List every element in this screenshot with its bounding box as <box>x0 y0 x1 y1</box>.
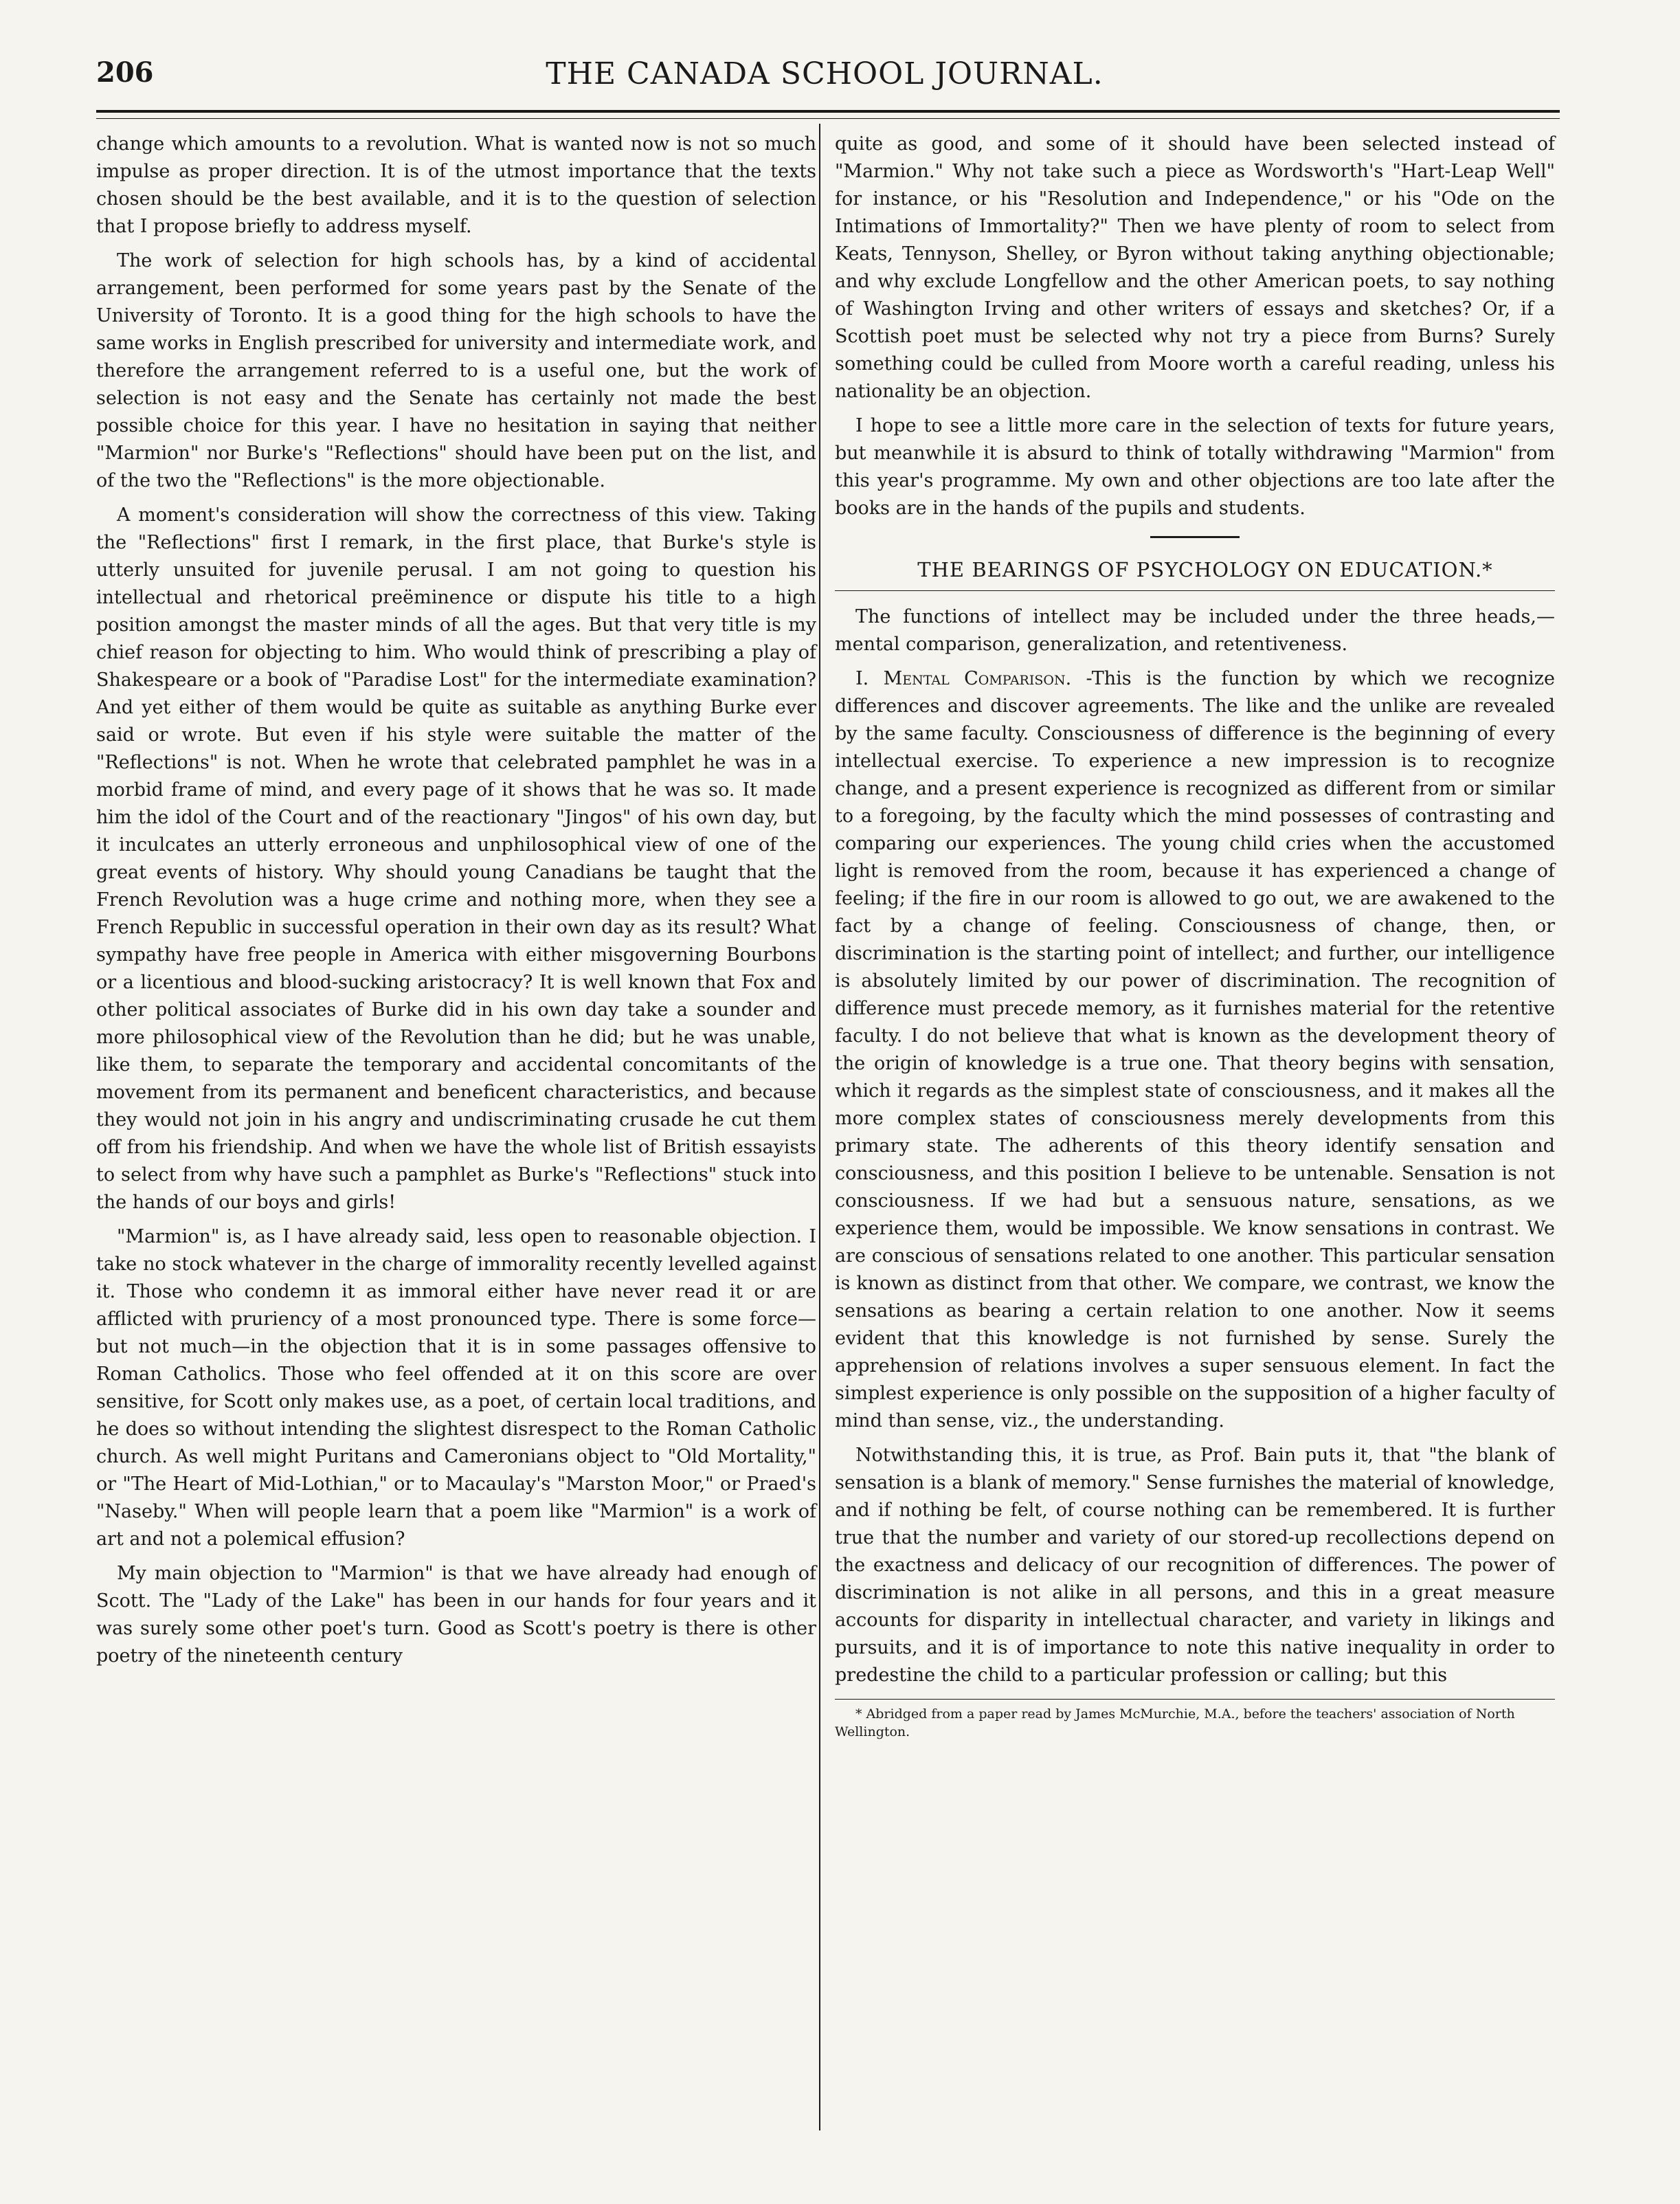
paragraph: "Marmion" is, as I have already said, less open to reasonable objection. I take no stock whatever in the charge of immorality recently levelled against it. Those who condemn it as immoral either have never read it or are afflicted with pruriency of a most pronounced type. There is some force—but not much—in the objection that it is in some passages offensive to Roman Catholics. Those who feel offended at it on this score are over sensitive, for Scott only makes use, as a poet, of certain local traditions, and he does so without intending the slightest disrespect to the Roman Catholic church. As well might Puritans and Cameronians object to "Old Mortality," or "The Heart of Mid-Lothian," or to Macaulay's "Marston Moor," or Praed's "Naseby." When will people learn that a poem like "Marmion" is a work of art and not a polemical effusion? <box>96 1226 816 1550</box>
column-divider <box>819 124 820 2130</box>
subsection-text: -This is the function by which we recognize differences and discover agreements. The like and the unlike are revealed by the same faculty. Consciousness of difference is the beginning of every intellectual exercise. To experience a new impression is to recognize change, and a present experience is recognized as different from or similar to a foregoing, by the faculty which the mind possesses of contrasting and comparing our experiences. The young child cries when the accustomed light is removed from the room, because it has experienced a change of feeling; if the fire in our room is allowed to go out, we are awakened to the fact by a change of feeling. Consciousness of change, then, or discrimination is the starting point of intellect; and further, our intelligence is absolutely limited by our power of discrimination. The recognition of difference must precede memory, as it furnishes material for the retentive faculty. I do not believe that what is known as the development theory of the origin of knowledge is a true one. That theory begins with sensation, which it regards as the simplest state of consciousness, and it makes all the more complex states of consciousness merely developments from this primary state. The adherents of this theory identify sensation and consciousness, and this position I believe to be untenable. Sensation is not consciousness. If we had but a sensuous nature, sensations, as we experience them, would be impossible. We know sensations in contrast. We are conscious of sensations related to one another. This particular sensation is known as distinct from that other. We compare, we contrast, we know the sensations as bearing a certain relation to one another. Now it seems evident that this knowledge is not furnished by sense. Surely the apprehension of relations involves a super sensuous element. In fact the simplest experience is only possible on the supposition of a higher faculty of mind than sense, viz., the understanding. <box>835 668 1555 1432</box>
paragraph: change which amounts to a revolution. What is wanted now is not so much impulse as proper direction. It is of the utmost importance that the texts chosen should be the best available, and it is to the question of selection that I propose briefly to address myself. <box>96 133 816 237</box>
footnote: * Abridged from a paper read by James McMurchie, M.A., before the teachers' association of North Wellington. <box>835 1706 1515 1739</box>
paragraph: The work of selection for high schools has, by a kind of accidental arrangement, been performed for some years past by the Senate of the University of Toronto. It is a good thing for the high schools to have the same works in English prescribed for university and intermediate work, and therefore the arrangement referred to is a useful one, but the work of selection is not easy and the Senate has certainly not made the best possible choice for this year. I have no hesitation in saying that neither "Marmion" nor Burke's "Reflections" should have been put on the list, and of the two the "Reflections" is the more objectionable. <box>96 250 816 491</box>
header-rule <box>96 110 1560 113</box>
right-column <box>835 131 1555 1748</box>
journal-title: THE CANADA SCHOOL JOURNAL. <box>546 56 1104 91</box>
paragraph: A moment's consideration will show the correctness of this view. Taking the "Reflections" first I remark, in the first place, that Burke's style is utterly unsuited for juvenile perusal. I am not going to question his intellectual and rhetorical preëminence or dispute his title to a high position amongst the master minds of all the ages. But that very title is my chief reason for objecting to him. Who would think of prescribing a play of Shakespeare or a book of "Paradise Lost" for the intermediate examination? And yet either of them would be quite as suitable as anything Burke ever said or wrote. But even if his style were suitable the matter of the "Reflections" is not. When he wrote that celebrated pamphlet he was in a morbid frame of mind, and every page of it shows that he was so. It made him the idol of the Court and of the reactionary "Jingos" of his own day, but it inculcates an utterly erroneous and unphilosophical view of one of the great events of history. Why should young Canadians be taught that the French Revolution was a huge crime and nothing more, when they see a French Republic in successful operation in their own day as its result? What sympathy have free people in America with either misgoverning Bourbons or a licentious and blood-sucking aristocracy? It is well known that Fox and other political associates of Burke did in his own day take a sounder and more philosophical view of the Revolution than he did; but he was unable, like them, to separate the temporary and accidental concomitants of the movement from its permanent and beneficent characteristics, and because they would not join in his angry and undiscriminating crusade he cut them off from his friendship. And when we have the whole list of British essayists to select from why have such a pamphlet as Burke's "Reflections" stuck into the hands of our boys and girls! <box>96 504 816 1213</box>
header-rule-thin <box>96 118 1560 119</box>
section-heading: THE BEARINGS OF PSYCHOLOGY ON EDUCATION.* <box>917 558 1493 581</box>
subsection-paragraph <box>835 665 1555 1435</box>
page-number: 206 <box>96 56 154 89</box>
paragraph: Notwithstanding this, it is true, as Prof. Bain puts it, that "the blank of sensation is a blank of memory." Sense furnishes the material of knowledge, and if nothing be felt, of course nothing can be remembered. It is further true that the number and variety of our stored-up recollections depend on the exactness and delicacy of our recognition of differences. The power of discrimination is not alike in all persons, and this in a great measure accounts for disparity in intellectual character, and variety in likings and pursuits, and it is of importance to note this native inequality in order to predestine the child to a particular profession or calling; but this <box>835 1445 1555 1686</box>
paragraph: I hope to see a little more care in the selection of texts for future years, but meanwhile it is absurd to think of totally withdrawing "Marmion" from this year's programme. My own and other objections are too late after the books are in the hands of the pupils and students. <box>835 415 1555 519</box>
paragraph: My main objection to "Marmion" is that we have already had enough of Scott. The "Lady of the Lake" has been in our hands for four years and it was surely some other poet's turn. Good as Scott's poetry is there is other poetry of the nineteenth century <box>96 1563 816 1667</box>
subsection-label: I. Mental Comparison. <box>855 668 1072 689</box>
section-separator <box>1150 536 1240 538</box>
paragraph: quite as good, and some of it should have been selected instead of "Marmion." Why not take such a piece as Wordsworth's "Hart-Leap Well" for instance, or his "Resolution and Independence," or his "Ode on the Intimations of Immortality?" Then we have plenty of room to select from Keats, Tennyson, Shelley, or Byron without taking anything objectionable; and why exclude Longfellow and the other American poets, to say nothing of Washington Irving and other writers of essays and sketches? Or, if a Scottish poet must be selected why not try a piece from Burns? Surely something could be culled from Moore worth a careful reading, unless his nationality be an objection. <box>835 133 1555 402</box>
paragraph: The functions of intellect may be included under the three heads,—mental comparison, generalization, and retentiveness. <box>835 606 1555 655</box>
section-heading-rule <box>835 590 1555 591</box>
left-column <box>96 131 816 1677</box>
page-header <box>96 56 1553 98</box>
footnote-rule <box>835 1699 1555 1700</box>
